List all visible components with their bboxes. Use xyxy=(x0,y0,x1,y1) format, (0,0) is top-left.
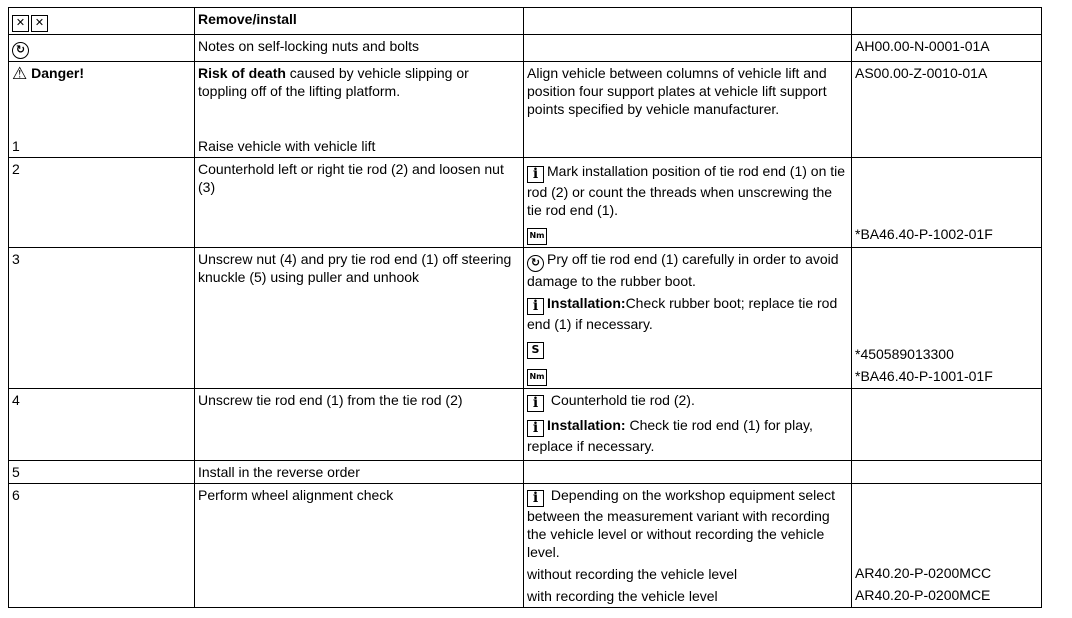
step-text: Raise vehicle with vehicle lift xyxy=(198,138,376,154)
cell-empty xyxy=(524,35,852,62)
installation-note: Check tie rod end (1) for play, replace if necessary. xyxy=(527,417,813,454)
cell-step-ref xyxy=(852,248,1042,389)
table-row-step-6 xyxy=(9,484,1042,608)
cell-step-notes xyxy=(524,248,852,389)
step-text: Perform wheel alignment check xyxy=(198,487,394,503)
cell-step-ref xyxy=(852,158,1042,248)
reference-link-without-level[interactable]: AR40.20-P-0200MCC xyxy=(855,565,992,581)
cell-empty xyxy=(852,8,1042,35)
cell-step-text xyxy=(195,484,524,608)
danger-instruction: Align vehicle between columns of vehicle lift and position four support plates at vehicle lift support points specified by vehicle manufacturer. xyxy=(527,65,827,117)
cell-danger-instruction xyxy=(524,62,852,158)
reference-link-with-level[interactable]: AR40.20-P-0200MCE xyxy=(855,587,991,603)
caution-note: Pry off tie rod end (1) carefully in order to avoid damage to the rubber boot. xyxy=(527,251,839,289)
cell-step-number xyxy=(9,389,195,461)
info-note: Depending on the workshop equipment select between the measurement variant with recording the vehicle level or without recording the vehicle level. xyxy=(527,487,835,560)
cell-step-number xyxy=(9,248,195,389)
cell-notes-text xyxy=(195,35,524,62)
procedure-title: Remove/install xyxy=(198,11,297,27)
step-number: 4 xyxy=(12,392,20,408)
cell-empty xyxy=(524,8,852,35)
cell-header-icons xyxy=(9,8,195,35)
step-text: Install in the reverse order xyxy=(198,464,360,480)
table-row-notes xyxy=(9,35,1042,62)
table-row-header xyxy=(9,8,1042,35)
cell-step-notes xyxy=(524,484,852,608)
option-with-level: with recording the vehicle level xyxy=(527,588,718,604)
danger-risk-text: caused by vehicle slipping or toppling off of the lifting platform. xyxy=(198,65,469,99)
cell-danger-ref xyxy=(852,62,1042,158)
table-row-step-4 xyxy=(9,389,1042,461)
info-icon: i xyxy=(527,166,544,183)
notes-icon: ↻ xyxy=(12,42,29,59)
reference-link[interactable]: AH00.00-N-0001-01A xyxy=(855,38,990,54)
table-row-step-2 xyxy=(9,158,1042,248)
step-number: 1 xyxy=(12,138,20,154)
info-note: Counterhold tie rod (2). xyxy=(547,392,695,408)
cell-step-number xyxy=(9,484,195,608)
danger-label: Danger! xyxy=(31,65,85,81)
installation-note: Check rubber boot; replace tie rod end (1) if necessary. xyxy=(527,295,838,332)
cell-danger-label xyxy=(9,62,195,158)
step-number: 6 xyxy=(12,487,20,503)
table-row-step-3 xyxy=(9,248,1042,389)
info-icon: i xyxy=(527,420,544,437)
cell-step-ref xyxy=(852,484,1042,608)
step-number: 2 xyxy=(12,161,20,177)
removal-icon: ✕ xyxy=(12,15,29,32)
step-text: Unscrew nut (4) and pry tie rod end (1) off steering knuckle (5) using puller and unhook xyxy=(198,251,512,285)
caution-icon: ↻ xyxy=(527,255,544,272)
cell-danger-text xyxy=(195,62,524,158)
installation-label: Installation: xyxy=(547,295,626,311)
installation-label: Installation: xyxy=(547,417,626,433)
cell-header-title xyxy=(195,8,524,35)
cell-step-notes xyxy=(524,158,852,248)
table-row-danger-step-1 xyxy=(9,62,1042,158)
step-text: Counterhold left or right tie rod (2) and loosen nut (3) xyxy=(198,161,504,195)
info-icon: i xyxy=(527,395,544,412)
cell-step-notes xyxy=(524,389,852,461)
cell-empty xyxy=(852,461,1042,484)
cell-notes-ref xyxy=(852,35,1042,62)
cell-step-number xyxy=(9,158,195,248)
cell-step-number xyxy=(9,461,195,484)
special-tool-icon: S xyxy=(527,342,544,359)
cell-step-text xyxy=(195,248,524,389)
step-text: Unscrew tie rod end (1) from the tie rod (2) xyxy=(198,392,463,408)
reference-link[interactable]: *BA46.40-P-1002-01F xyxy=(855,226,993,242)
cell-step-text xyxy=(195,461,524,484)
installation-icon: ✕ xyxy=(31,15,48,32)
cell-notes-icon xyxy=(9,35,195,62)
warning-triangle-icon: ⚠ xyxy=(12,64,28,84)
cell-step-text xyxy=(195,389,524,461)
danger-risk-bold: Risk of death xyxy=(198,65,286,81)
info-note: Mark installation position of tie rod end (1) on tie rod (2) or count the threads when unscrewing the tie rod end (1). xyxy=(527,163,846,218)
torque-nm-icon: Nm xyxy=(527,369,547,386)
tool-reference[interactable]: *450589013300 xyxy=(855,346,954,362)
option-without-level: without recording the vehicle level xyxy=(527,566,738,582)
procedure-table xyxy=(8,7,1042,608)
cell-step-text xyxy=(195,158,524,248)
cell-empty xyxy=(524,461,852,484)
info-icon: i xyxy=(527,490,544,507)
torque-nm-icon: Nm xyxy=(527,228,547,245)
cell-empty xyxy=(852,389,1042,461)
step-number: 5 xyxy=(12,464,20,480)
reference-link[interactable]: AS00.00-Z-0010-01A xyxy=(855,65,988,81)
reference-link[interactable]: *BA46.40-P-1001-01F xyxy=(855,368,993,384)
table-row-step-5 xyxy=(9,461,1042,484)
step-number: 3 xyxy=(12,251,20,267)
info-icon: i xyxy=(527,298,544,315)
notes-text: Notes on self-locking nuts and bolts xyxy=(198,38,420,54)
